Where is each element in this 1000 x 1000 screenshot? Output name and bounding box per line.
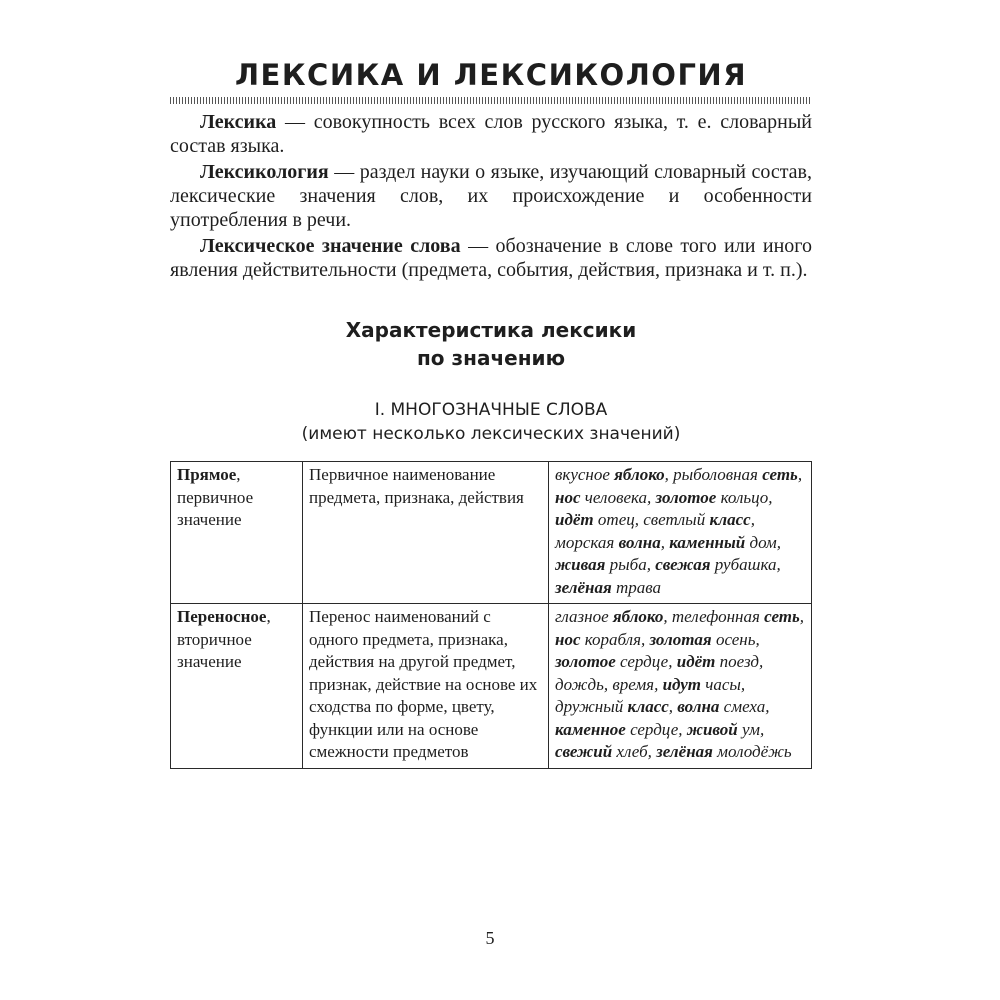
example-keyword: волна (677, 697, 720, 716)
example-keyword: золотая (649, 629, 712, 649)
subsection-heading (170, 398, 812, 446)
table-row (171, 604, 812, 769)
example-keyword: класс (627, 697, 669, 716)
example-text: , рыболовная (664, 465, 763, 484)
example-text: сердце, (615, 652, 677, 671)
example-keyword: каменное (555, 719, 626, 739)
meaning-type-rest: , вторичное значение (177, 607, 271, 671)
definitions-block (170, 110, 812, 284)
example-text: , телефонная (663, 607, 765, 626)
subsection-title: I. МНОГОЗНАЧНЫЕ СЛОВА (374, 400, 608, 420)
definition-text: — обозначение в слове того или иного явления действительности (предмета, события, действия, признака и т. п.). (170, 235, 812, 281)
example-keyword: класс (709, 510, 751, 529)
table-row (171, 462, 812, 604)
definition-term: Лексикология (200, 161, 329, 183)
example-keyword: сеть (764, 607, 800, 626)
example-text: рыба, (605, 555, 656, 574)
example-text: осень, (711, 629, 760, 649)
section-heading-line: по значению (416, 346, 566, 370)
example-keyword: зелёная (656, 742, 713, 761)
example-keyword: идёт (676, 652, 716, 671)
meaning-examples-cell (549, 604, 812, 769)
example-text: , (797, 465, 803, 484)
example-text: корабля, (580, 629, 650, 649)
page-number: 5 (485, 928, 495, 948)
example-text: отец, светлый (593, 510, 710, 529)
example-text: , (660, 532, 670, 552)
meaning-type-cell (171, 462, 303, 604)
definition-paragraph (170, 160, 812, 232)
example-keyword: зелёная (555, 577, 612, 597)
example-keyword: яблоко (614, 465, 665, 484)
example-keyword: свежая (655, 555, 711, 574)
meaning-type-cell (171, 604, 303, 769)
example-text: , (799, 607, 805, 626)
example-keyword: идёт (555, 510, 594, 529)
meaning-type-term: Переносное (177, 607, 267, 626)
definition-text: — совокупность всех слов русского языка, т. е. словарный состав языка. (170, 111, 812, 157)
example-keyword: живой (686, 719, 738, 739)
example-text: поезд, дождь, время, (555, 652, 764, 694)
page-title: ЛЕКСИКА И ЛЕКСИКОЛОГИЯ (234, 58, 748, 92)
example-text: хлеб, (612, 742, 657, 761)
example-text: сердце, (625, 719, 687, 739)
example-keyword: золотое (555, 652, 616, 671)
section-heading (170, 316, 812, 372)
example-text: , морская (555, 510, 755, 552)
meaning-type-term: Прямое (177, 465, 237, 484)
example-keyword: нос (555, 487, 581, 507)
example-text: молодёжь (712, 742, 792, 761)
example-text: смеха, (719, 697, 770, 716)
example-keyword: волна (618, 532, 661, 552)
example-text: часы, дружный (555, 674, 746, 716)
example-text: вкусное (555, 465, 615, 484)
title-dotted-rule (170, 97, 812, 104)
example-text: ум, (737, 719, 765, 739)
definition-term: Лексика (200, 111, 277, 133)
meaning-definition-cell: Первичное наименование предмета, признака, действия (303, 462, 549, 604)
example-keyword: свежий (555, 742, 613, 761)
section-heading-line: Характеристика лексики (345, 318, 637, 342)
example-text: глазное (555, 607, 613, 626)
example-text: , (668, 697, 678, 716)
meaning-examples-cell (549, 462, 812, 604)
example-text: дом, (745, 532, 782, 552)
definition-text: — раздел науки о языке, изучающий словарный состав, лексические значения слов, их происхождение и особенности употребления в речи. (170, 161, 812, 231)
example-text: человека, (580, 487, 656, 507)
subsection-subtitle: (имеют несколько лексических значений) (301, 424, 681, 444)
example-keyword: сеть (762, 465, 798, 484)
example-text: кольцо, (716, 487, 773, 507)
example-text: трава (611, 577, 662, 597)
example-keyword: живая (555, 555, 606, 574)
definition-paragraph (170, 234, 812, 282)
example-keyword: яблоко (612, 607, 664, 626)
meanings-table (170, 461, 812, 769)
example-keyword: золотое (655, 487, 717, 507)
example-text: рубашка, (710, 555, 781, 574)
meaning-definition-cell: Перенос наименований с одного предмета, признака, действия на другой предмет, признак, действие на основе их сходства по форме, цвету, функции или на основе смежности предметов (303, 604, 549, 769)
definition-term: Лексическое значение слова (200, 235, 461, 257)
example-keyword: идут (662, 674, 702, 694)
example-keyword: нос (555, 629, 581, 649)
definition-paragraph (170, 110, 812, 158)
example-keyword: каменный (669, 532, 746, 552)
meaning-type-rest: , первичное значение (177, 465, 254, 529)
